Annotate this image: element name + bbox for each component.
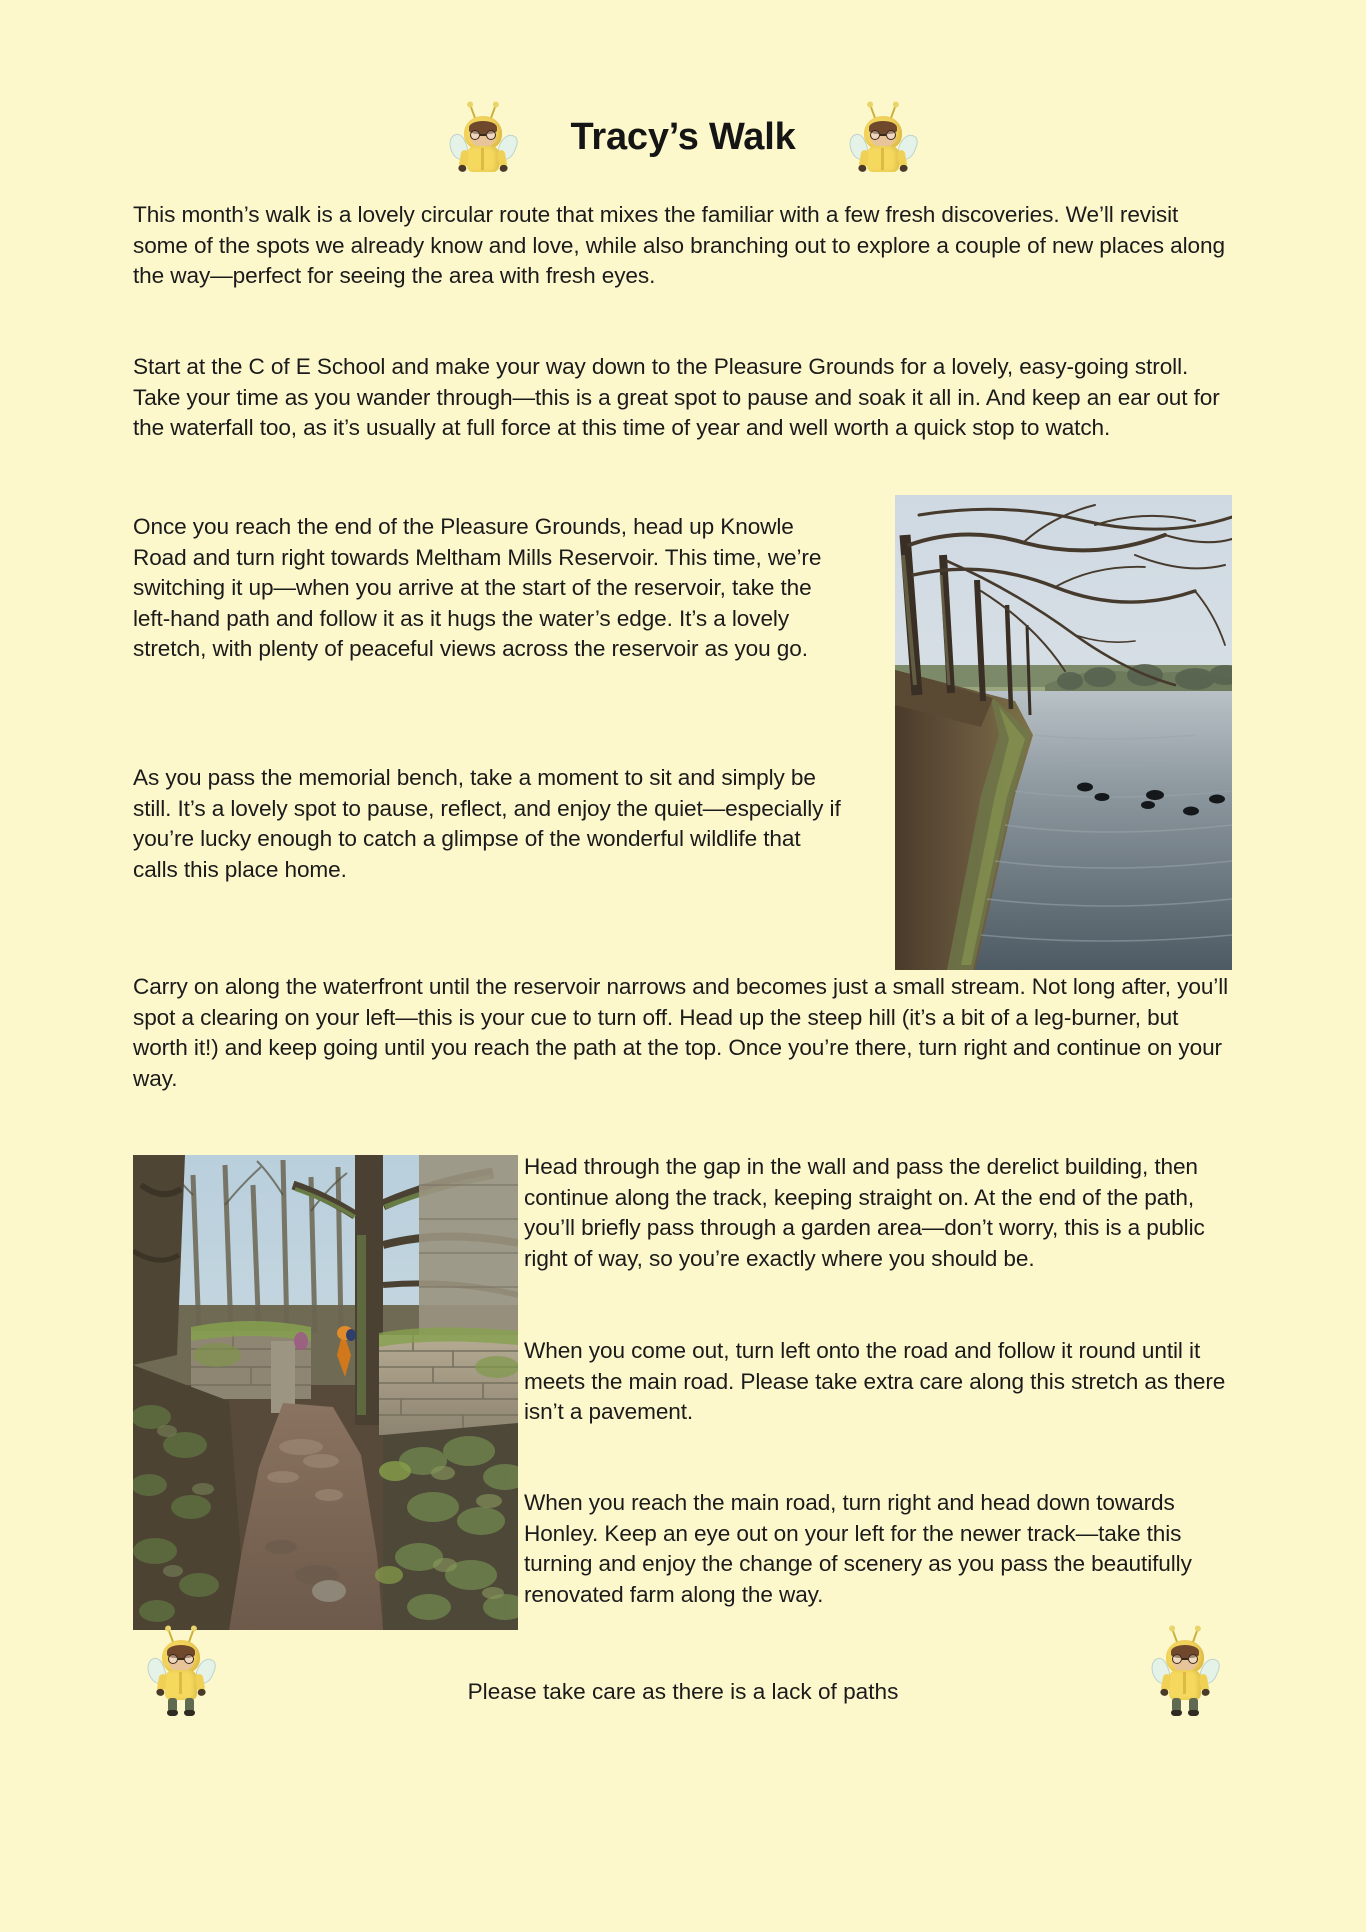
bee-character-icon [852,104,914,170]
paragraph-start-of-walk: Start at the C of E School and make your way down to the Pleasure Grounds for a lovely, easy-going stroll. Take your time as you wander through—this is a great spot to pause and soak it all in. And keep an ear out for the waterfall too, as it’s usually at full force at this time of year and well worth a quick stop to watch. [133,354,1220,440]
paragraph-memorial-bench: As you pass the memorial bench, take a moment to sit and simply be still. It’s a lovely spot to pause, reflect, and enjoy the quiet—especially if you’re lucky enough to catch a glimpse of the wonderful wildlife that calls this place home. [133,765,841,882]
woodland-path-photo [133,1155,518,1630]
page-title: Tracy’s Walk [570,115,796,158]
bee-character-icon [1154,1628,1216,1720]
paragraph-intro: This month’s walk is a lovely circular route that mixes the familiar with a few fresh discoveries. We’ll revisit some of the spots we already know and love, while also branching out to explore a couple of new places along the way—perfect for seeing the area with fresh eyes. [133,202,1225,288]
paragraph-gap-in-wall: Head through the gap in the wall and pass the derelict building, then continue along the track, keeping straight on. At the end of the path, you’ll briefly pass through a garden area—don’t worry, this is a public right of way, so you’re exactly where you should be. [524,1154,1205,1271]
paragraph-knowle-road: Once you reach the end of the Pleasure Grounds, head up Knowle Road and turn right towards Meltham Mills Reservoir. This time, we’re switching it up—when you arrive at the start of the reservoir, take the left-hand path and follow it as it hugs the water’s edge. It’s a lovely stretch, with plenty of peaceful views across the reservoir as you go. [133,514,822,661]
paragraph-main-road-honley: When you reach the main road, turn right and head down towards Honley. Keep an eye out on your left for the newer track—take this turning and enjoy the change of scenery as you pass the beautifully renovated farm along the way. [524,1490,1192,1607]
bee-character-icon [150,1628,212,1720]
page-header [0,104,1366,170]
reservoir-waterside-photo [895,495,1232,970]
safety-note: Please take care as there is a lack of paths [467,1679,899,1704]
paragraph-come-out-turn-left: When you come out, turn left onto the road and follow it round until it meets the main road. Please take extra care along this stretch as there isn’t a pavement. [524,1338,1226,1424]
bee-character-icon [452,104,514,170]
paragraph-waterfront: Carry on along the waterfront until the reservoir narrows and becomes just a small stream. Not long after, you’ll spot a clearing on your left—this is your cue to turn off. Head up the steep hill (it’s a bit of a leg-burner, but worth it!) and keep going until you reach the path at the top. Once you’re there, turn right and continue on your way. [133,974,1229,1091]
page-footer [0,1628,1366,1720]
